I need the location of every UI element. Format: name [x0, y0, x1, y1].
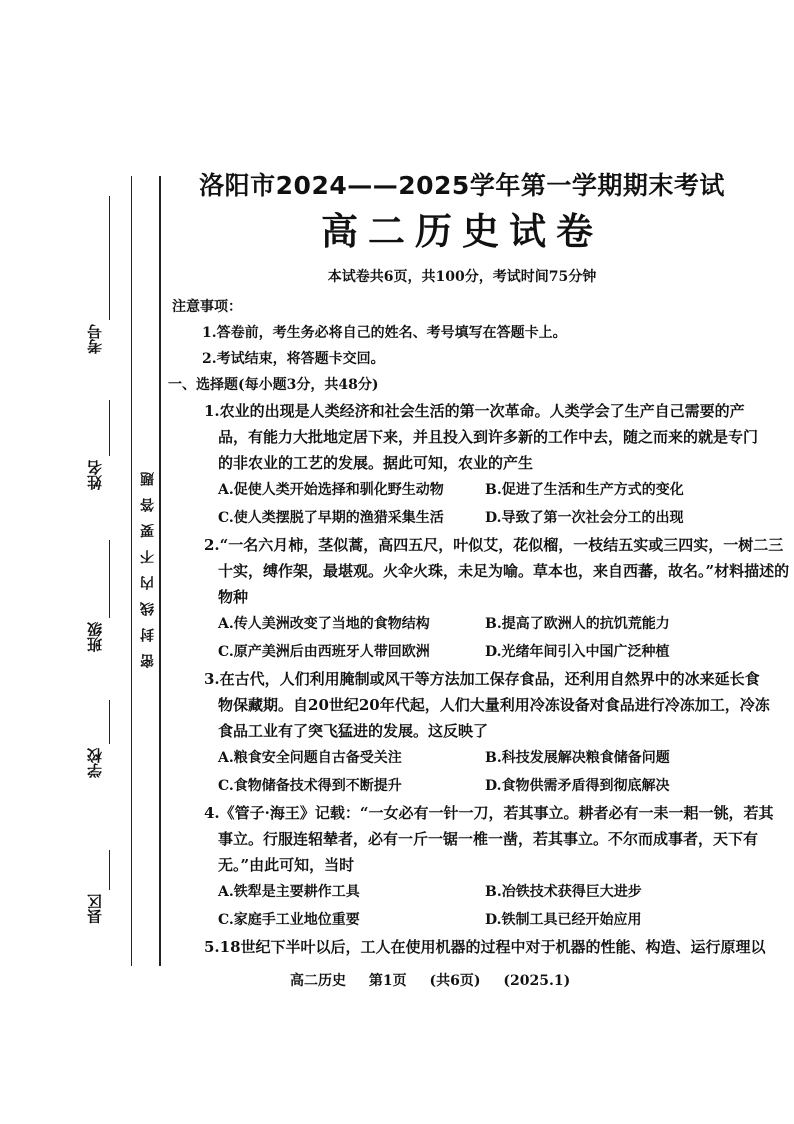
side-rule-xianqu [109, 850, 110, 890]
question-text: 品，有能力大批地定居下来，并且投入到许多新的工作中去，随之而来的就是专门 [218, 428, 759, 446]
option-d: D.导致了第一次社会分工的出现 [485, 510, 684, 526]
option-a: A.粮食安全问题自古备受关注 [218, 750, 402, 766]
side-rule-kaohao [109, 196, 110, 320]
notice-heading: 注意事项： [172, 299, 242, 315]
option-c: C.家庭手工业地位重要 [218, 912, 360, 928]
notice-item: 2.考试结束，将答题卡交回。 [202, 351, 385, 367]
footer-page: 第1页 [368, 973, 407, 989]
option-c: C.使人类摆脱了早期的渔猎采集生活 [218, 510, 444, 526]
option-d: D.铁制工具已经开始应用 [485, 912, 642, 928]
question-text: 5.18世纪下半叶以后，工人在使用机器的过程中对于机器的性能、构造、运行原理以 [204, 938, 766, 956]
page-footer [290, 970, 730, 990]
binding-line-outer [159, 176, 161, 966]
binding-line-inner [131, 176, 132, 966]
option-a: A.铁犁是主要耕作工具 [218, 884, 360, 900]
exam-content [168, 162, 790, 960]
side-label-xuexiao: 学校 [86, 748, 104, 778]
question-text: 2.“一名六月柿，茎似蒿，高四五尺，叶似艾，花似榴，一枝结五实或三四实，一树二三 [204, 536, 784, 554]
exam-subtitle: 高二历史试卷 [321, 210, 603, 253]
exam-info: 本试卷共6页，共100分，考试时间75分钟 [327, 269, 597, 285]
option-c: C.食物储备技术得到不断提升 [218, 778, 402, 794]
side-label-kaohao: 考号 [86, 324, 104, 354]
side-label-banji: 班级 [86, 622, 104, 652]
option-b: B.提高了欧洲人的抗饥荒能力 [485, 616, 670, 632]
side-field-xuexiao [84, 700, 110, 810]
question-text: 3.在古代，人们利用腌制或风干等方法加工保存食品，还利用自然界中的冰来延长食 [204, 670, 760, 688]
question-5 [172, 934, 766, 960]
question-text: 物种 [218, 588, 249, 606]
side-field-xianqu [84, 850, 110, 930]
question-text: 食品工业有了突飞猛进的发展。这反映了 [218, 722, 489, 740]
seal-notice: 密封线内不要答题 [140, 460, 156, 668]
question-text: 无。”由此可知，当时 [218, 856, 355, 874]
question-text: 事立。行服连轺辇者，必有一斤一锯一椎一凿，若其事立。不尔而成事者，天下有 [218, 830, 759, 848]
side-rule-xuexiao [109, 700, 110, 744]
side-field-kaohao [84, 196, 110, 356]
option-c: C.原产美洲后由西班牙人带回欧洲 [218, 644, 430, 660]
side-rule-xingming [109, 400, 110, 456]
question-text: 4.《管子·海王》记载：“一女必有一针一刀，若其事立。耕者必有一耒一耜一铫，若其 [204, 804, 774, 822]
question-text: 十实，缚作架，最堪观。火伞火珠，未足为喻。草本也，来自西蕃，故名。”材料描述的 [218, 562, 790, 580]
footer-total: (共6页) [429, 973, 481, 989]
side-rule-banji [109, 540, 110, 618]
question-text: 的非农业的工艺的发展。据此可知，农业的产生 [218, 454, 534, 472]
footer-subject: 高二历史 [290, 973, 346, 989]
notice-item: 1.答卷前，考生务必将自己的姓名、考号填写在答题卡上。 [202, 325, 567, 341]
question-2 [172, 532, 790, 666]
question-1 [172, 398, 759, 532]
option-a: A.传人美洲改变了当地的食物结构 [218, 616, 430, 632]
option-a: A.促使人类开始选择和驯化野生动物 [218, 482, 444, 498]
footer-date: (2025.1) [503, 973, 571, 989]
side-field-banji [84, 540, 110, 660]
option-b: B.科技发展解决粮食储备问题 [485, 750, 670, 766]
exam-title: 洛阳市2024——2025学年第一学期期末考试 [199, 171, 725, 200]
question-3 [172, 666, 770, 800]
option-b: B.促进了生活和生产方式的变化 [485, 482, 684, 498]
option-d: D.光绪年间引入中国广泛种植 [485, 644, 670, 660]
option-d: D.食物供需矛盾得到彻底解决 [485, 778, 670, 794]
side-label-xianqu: 县区 [86, 894, 104, 924]
side-label-xingming: 姓名 [86, 460, 104, 490]
question-text: 1.农业的出现是人类经济和社会生活的第一次革命。人类学会了生产自己需要的产 [204, 402, 745, 420]
side-field-xingming [84, 400, 110, 500]
question-4 [172, 800, 774, 934]
question-text: 物保藏期。自20世纪20年代起，人们大量利用冷冻设备对食品进行冷冻加工，冷冻 [218, 696, 770, 714]
option-b: B.冶铁技术获得巨大进步 [485, 884, 642, 900]
section-title: 一、选择题(每小题3分，共48分) [168, 377, 379, 393]
